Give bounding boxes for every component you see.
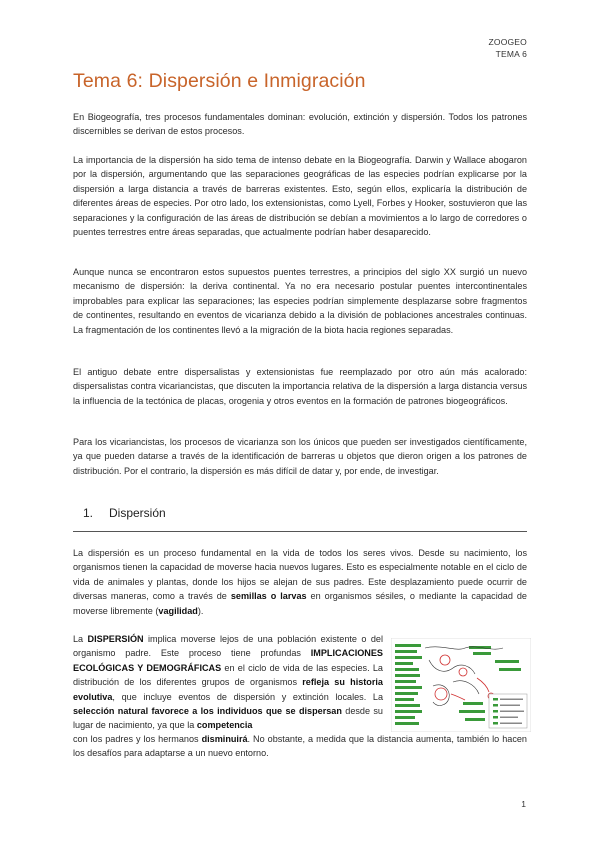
page-title: Tema 6: Dispersión e Inmigración — [73, 70, 366, 92]
text-run: con los padres y los hermanos — [73, 734, 202, 744]
text-run: implica moverse lejos de una población existente o del organismo padre. Este proceso tiene profundas — [73, 634, 383, 659]
dispersal-intro-paragraph — [73, 546, 527, 618]
vicariance-debate-paragraph: El antiguo debate entre dispersalistas y extensionistas fue reemplazado por otro aún más acalorado: dispersalistas contra vicariancistas, que discuten la importancia relativa de la dispersión a larga distancia versus la influencia de la tectónica de placas, orogenia y otros eventos en la formación de patrones biogeográficos. — [73, 367, 527, 406]
section-divider — [73, 531, 527, 532]
text-run: en organismos sésiles, o mediante la capacidad de moverse libremente ( — [73, 591, 527, 616]
continental-drift-paragraph: Aunque nunca se encontraron estos supuestos puentes terrestres, a principios del siglo XX surgió un nuevo mecanismo de dispersión: la deriva continental. Ya no era necesario postular puentes intercontinentales improbables para explicar las separaciones; las especies podrían simplemente desplazarse sobre fragmentos de continentes, resultando en eventos de vicarianza debido a la división de poblaciones ancestrales continuas. La fragmentación de los continentes llevó a la migración de la biota hacia regiones separadas. — [73, 267, 527, 335]
document-header — [488, 36, 527, 60]
bold-run: IMPLICACIONES ECOLÓGICAS Y DEMOGRÁFICAS — [73, 648, 383, 673]
dispersal-map-illustration — [391, 638, 531, 732]
text-run: . No obstante, a medida que la distancia aumenta, también lo hacen los desafíos para adaptarse a un nuevo entorno. — [73, 734, 527, 759]
section-number: 1. — [83, 506, 94, 520]
dispersal-definition-paragraph-bottom — [73, 732, 527, 761]
course-code: ZOOGEO — [488, 37, 527, 47]
debate-paragraph: La importancia de la dispersión ha sido tema de intenso debate en la Biogeografía. Darwin y Wallace abogaron por la dispersión, argumentando que las separaciones geográficas de las especies podrían explicarse por la dispersión a larga distancia a través de barreras existentes. Esto, según ellos, explicaría la distribución de diferentes áreas de especies. Por otro lado, los extensionistas, como Lyell, Forbes y Hooker, sostuvieron que las separaciones y la configuración de las áreas de distribución se debían a movimientos a lo largo de corredores o puentes terrestres entre áreas separadas, que actualmente podrían haber desaparecido. — [73, 155, 527, 238]
bold-run: selección natural favorece a los individuos que se dispersan — [73, 706, 342, 717]
text-run: , que incluye eventos de dispersión y extinción locales. La — [112, 691, 383, 702]
text-run: La dispersión es un proceso fundamental en la vida de todos los seres vivos. Desde su nacimiento, los organismos tienen la capacidad de moverse hacia nuevos lugares. Esto es especialmente notable en el ciclo de vida de animales y plantas, donde los hijos se alejan de sus padres. Este desplazamiento puede ocurrir de diversas maneras, como a través de — [73, 548, 527, 602]
dispersal-figure — [391, 638, 531, 732]
bold-run: competencia — [196, 720, 253, 731]
bold-run: vagilidad — [158, 605, 198, 616]
text-run: desde su lugar de nacimiento, ya que la — [73, 706, 383, 731]
text-run: ). — [197, 605, 204, 616]
unit-label: TEMA 6 — [495, 49, 527, 59]
text-run: en el ciclo de vida de las especies. La distribución de los diferentes grupos de organismos — [73, 662, 383, 688]
section-heading — [73, 505, 527, 533]
vicariancists-paragraph: Para los vicariancistas, los procesos de vicarianza son los únicos que pueden ser investigados científicamente, ya que pueden datarse a través de la identificación de barreras u objetos que dieron origen a los patrones de distribución. Por el contrario, la dispersión es más difícil de datar y, por ende, de investigar. — [73, 437, 527, 476]
intro-paragraph: En Biogeografía, tres procesos fundamentales dominan: evolución, extinción y dispersión. Todos los patrones discernibles se derivan de estos procesos. — [73, 112, 527, 137]
bold-run: refleja su historia evolutiva — [73, 677, 383, 702]
dispersal-definition-paragraph-top — [73, 632, 383, 733]
bold-run: semillas o larvas — [230, 591, 307, 602]
page-number: 1 — [521, 799, 526, 809]
text-run: La — [73, 634, 88, 644]
bold-run: disminuirá — [201, 734, 248, 744]
section-title: Dispersión — [109, 506, 166, 520]
bold-run: DISPERSIÓN — [87, 634, 144, 644]
